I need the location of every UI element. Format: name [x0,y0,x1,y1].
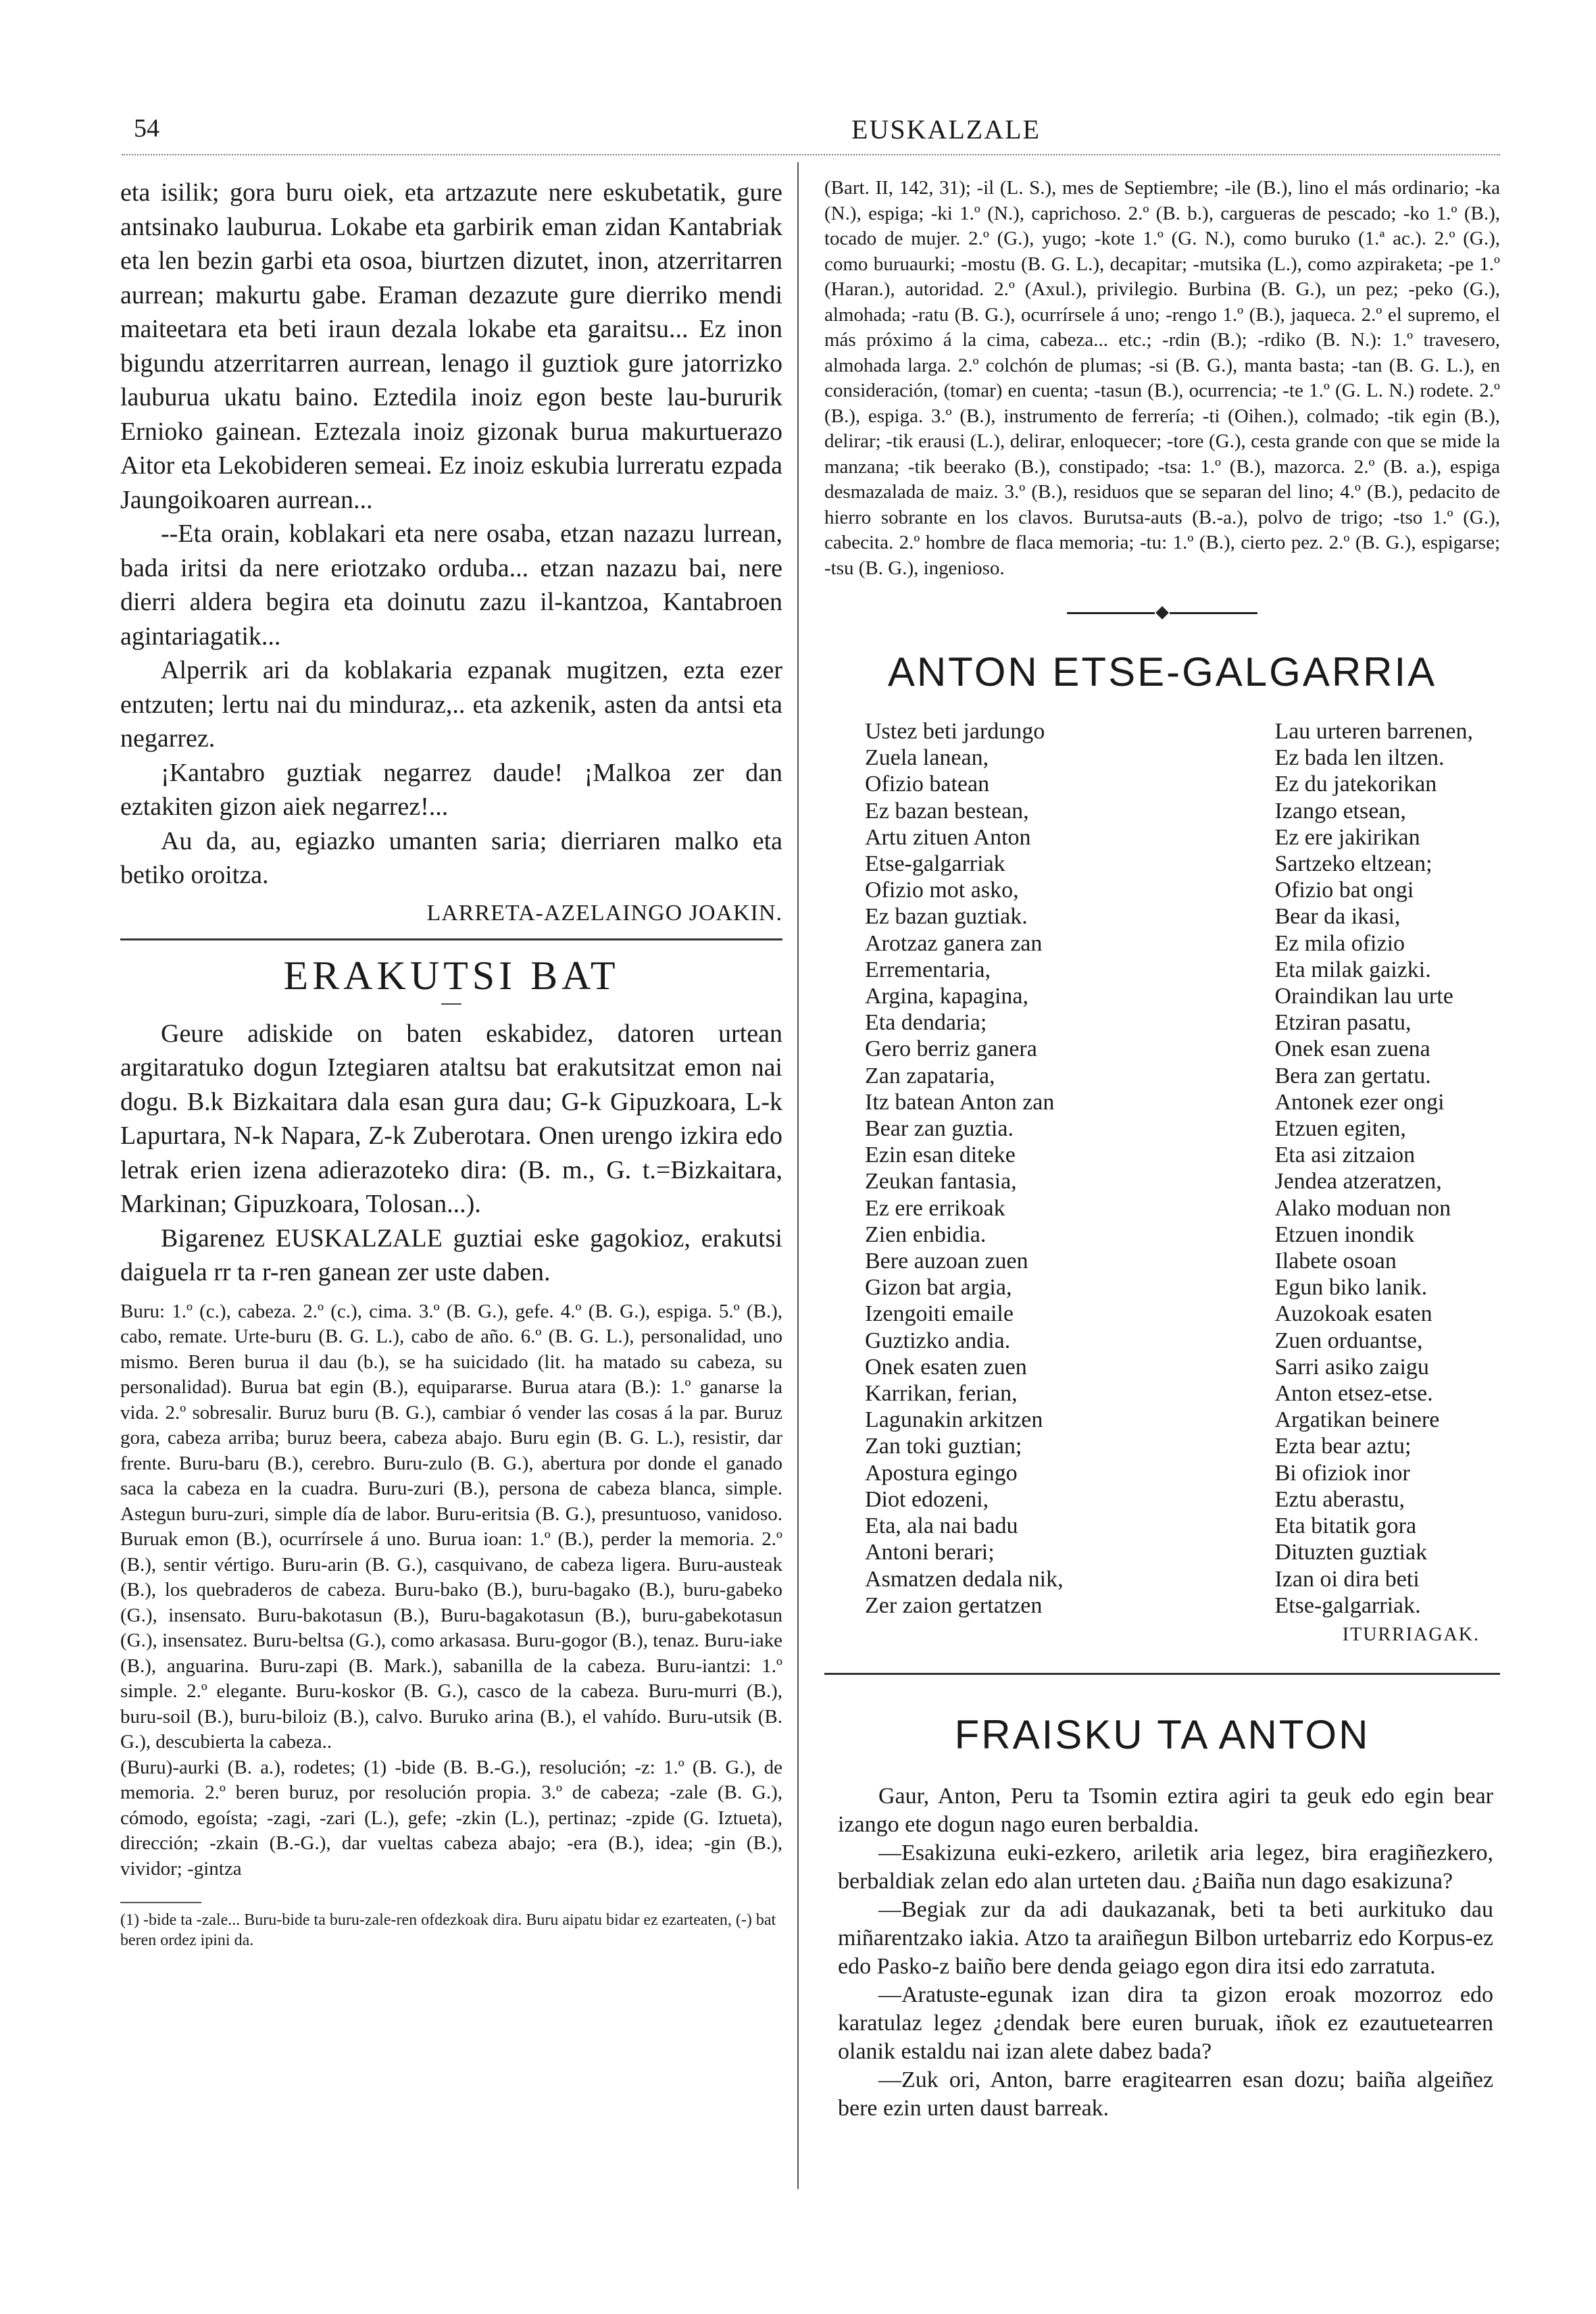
paragraph: —Begiak zur da adi daukazanak, beti ta beti aurkituko dau miñarentzako iakia. Atzo ta araiñegun Bilbon urtebarriz edo Korpus-ez edo Pasko-z baiño bere denda geiago egon dira itsi edo zarratuta. [838,1896,1493,1979]
poem-line: Bear zan guztia. [865,1116,1014,1142]
poem-line: Gero berriz ganera [865,1036,1037,1062]
dictionary-entry: (Bart. II, 142, 31); -il (L. S.), mes de Septiembre; -ile (B.), lino el más ordinario; -ka (N.), espiga; -ki 1.º (N.), caprichoso. 2.º (B. b.), cargueras de pescado; -ko 1.º (B.), tocado de mujer. 2.º (G.), yugo; -kote 1.º (G. N.), como buruko (1.ª ac.). 2.º (G.), como buruaurki; -mostu (B. G. L.), decapitar; -mutsika (L.), como azpiraketa; -pe 1.º (Haran.), autoridad. 2.º (Axul.), privilegio. Burbina (B. G.), un pez; -peko (G.), almohada; -ratu (B. G.), ocurrírsele á uno; -rengo 1.º (B.), jaqueca. 2.º el supremo, el más próximo á la cima, cabeza... etc.; -rdin (B.); -rdiko (B. N.): 1.º travesero, almohada larga. 2.º colchón de plumas; -si (B. G.), manta basta; -tan (B. G. L.), en consideración, (tomar) en cuenta; -tasun (B.), ocurrencia; -te 1.º (G. L. N.) rodete. 2.º (B.), espiga. 3.º (B.), instrumento de ferrería; -ti (Oihen.), colmado; -tik egin (B.), delirar; -tik erausi (L.), delirar, enloquecer; -tore (G.), cesta grande con que se mide la manzana; -tik beerako (B.), constipado; -tsa: 1.º (B.), mazorca. 2.º (B. a.), espiga desmazalada de maiz. 3.º (B.), residuos que se separan del lino; 4.º (B.), pedacito de hierro sobrante en los clavos. Burutsa-auts (B.-a.), polvo de trigo; -tso 1.º (G.), cabecita. 2.º hombre de flaca memoria; -tu: 1.º (B.), cierto pez. 2.º (B. G.), espigarse; -tsu (B. G.), ingenioso. [824,177,1500,579]
paragraph: Alperrik ari da koblakaria ezpanak mugitzen, ezta ezer entzuten; lertu nai du minduraz,.. eta azkenik, asten da antsi eta negarrez. [120,656,782,753]
poem-line: Zan toki guztian; [865,1434,1022,1459]
poem-line: Ofizio bat ongi [1274,878,1414,903]
poem-line: Eta milak gaizki. [1274,957,1431,982]
paragraph: eta isilik; gora buru oiek, eta artzazute nere eskubetatik, gure antsinako lauburua. Lokabe eta garbirik eman zidan Kantabriak eta len bezin garbi eta osoa, biurtzen dizutet, inon, atzerritarren aurrean; makurtu gabe. Eraman dezazute gure dierriko mendi maiteetara eta beti iraun dezala lokabe eta garaitsu... Ez inon bigundu atzerritarren aurrean, lenago il guztiok gure jatorrizko lauburua ukatu baino. Eztedila inoiz egon beste lau-bururik Ernioko gainean. Eztezala inoiz gizonak burua makurtuerazo Aitor eta Lekobideren semeai. Ez inoiz eskubia lurreratu ezpada Jaungoikoaren aurrean... [120,178,782,514]
poem-line: Ez ere errikoak [865,1195,1005,1221]
header-rule [122,154,1500,155]
section-body [120,1017,782,1290]
poem-line: Izango etsean, [1274,798,1406,824]
ornament-divider [824,608,1500,618]
poem-line: Itz batean Anton zan [865,1089,1055,1115]
poem-line: Eta bitatik gora [1274,1513,1417,1539]
poem-line: Oraindikan lau urte [1274,984,1453,1009]
dictionary-entries [120,1299,782,1882]
poem-line: Ez du jatekorikan [1274,772,1437,797]
poem-line: Artu zituen Anton [865,824,1031,850]
poem-line: Bear da ikasi, [1274,904,1401,930]
poem-line: Zuela lanean, [865,745,989,771]
poem-line: Ofizio mot asko, [865,878,1019,903]
section-rule [120,938,782,940]
paragraph: —Aratuste-egunak izan dira ta gizon eroak mozorroz edo karatulaz legez ¿dendak bere euren buruak, iñok ez ezautuetearren olanik estaldu nai izan alete dabez bada? [838,1982,1493,2064]
poem-line: Ezta bear aztu; [1274,1434,1412,1459]
poem-line: Sarri asiko zaigu [1274,1354,1429,1380]
poem-line: Zer zaion gertatzen [865,1592,1043,1618]
dialogue-body [838,1782,1493,2123]
poem-line: Ofizio batean [865,772,990,797]
paragraph: —Esakizuna euki-ezkero, ariletik aria legez, bira eragiñezkero, berbaldiak zelan edo alan urteten dau. ¿Baiña nun dago esakizuna? [838,1840,1493,1894]
poem-line: Etziran pasatu, [1274,1010,1412,1036]
poem-line: Argatikan beinere [1274,1407,1440,1433]
poem-line: Karrikan, ferian, [865,1381,1018,1407]
poem-line: Onek esan zuena [1274,1036,1430,1062]
dictionary-continuation [824,176,1500,581]
poem-line: Ez bazan guztiak. [865,904,1028,930]
poem-line: Eta dendaria; [865,1010,987,1036]
poem-author: ITURRIAGAK. [1342,1624,1480,1645]
poem-line: Bera zan gertatu. [1274,1063,1431,1088]
poem-line: Arotzaz ganera zan [865,930,1043,956]
poem-line: Eta, ala nai badu [865,1513,1018,1539]
running-title: EUSKALZALE [851,114,1041,145]
right-column [824,176,1500,2123]
paragraph: Au da, au, egiazko umanten saria; dierriaren malko eta betiko oroitza. [120,826,782,889]
poem-line: Zuen orduantse, [1274,1328,1423,1353]
poem-line: Zien enbidia. [865,1222,987,1247]
poem-line: Zeukan fantasia, [865,1169,1017,1194]
section-title: ERAKUTSI BAT [283,953,620,998]
poem-line: Asmatzen dedala nik, [865,1566,1064,1592]
poem-line: Guztizko andia. [865,1328,1011,1353]
poem-line: Jendea atzeratzen, [1274,1169,1442,1194]
footnote-rule [120,1902,201,1903]
poem-line: Izan oi dira beti [1274,1566,1420,1592]
poem-line: Antoni berari; [865,1540,995,1565]
poem-line: Etzuen egiten, [1274,1116,1406,1142]
poem-line: Sartzeko eltzean; [1274,851,1432,877]
poem-line: Anton etsez-etse. [1274,1381,1433,1407]
paragraph: Bigarenez EUSKALZALE guztiai eske gagokioz, erakutsi daiguela rr ta r-ren ganean zer uste daben. [120,1224,782,1286]
poem-line: Bi ofiziok inor [1274,1460,1410,1486]
dictionary-entry: (Buru)-aurki (B. a.), rodetes; (1) -bide (B. B.-G.), resolución; -z: 1.º (B. G.), de memoria. 2.º beren buruz, por resolución propia. 3.º de cabeza; -zale (B. G.), cómodo, egoísta; -zagi, -zari (L.), gefe; -zkin (L.), pertinaz; -zpide (G. Iztueta), dirección; -zkain (B.-G.), dar vueltas cabeza abajo; -era (B.), idea; -gin (B.), vividor; -gintza [120,1756,782,1880]
poem-line: Alako moduan non [1274,1195,1451,1221]
poem-line: Lagunakin arkitzen [865,1407,1043,1433]
poem-title: ANTON ETSE-GALGARRIA [887,649,1437,695]
section-rule [824,1673,1500,1675]
poem-line: Etzuen inondik [1274,1222,1415,1247]
poem-line: Onek esaten zuen [865,1354,1027,1380]
poem-column-left [865,718,1064,1619]
poem-line: Bere auzoan zuen [865,1249,1028,1274]
poem-line: Ilabete osoan [1274,1249,1397,1274]
poem-line: Etse-galgarriak. [1274,1592,1421,1618]
poem-line: Antonek ezer ongi [1274,1089,1445,1115]
poem-column-right [1274,718,1473,1619]
paragraph: ¡Kantabro guztiak negarrez daude! ¡Malkoa zer dan eztakiten gizon aiek negarrez!... [120,758,782,821]
dialogue-title: FRAISKU TA ANTON [954,1711,1370,1757]
page-number: 54 [134,114,159,143]
poem-line: Ez bada len iltzen. [1274,745,1445,771]
footnote: (1) -bide ta -zale... Buru-bide ta buru-zale-ren ofdezkoak dira. Buru aipatu bidar ez ezarteaten, (-) bat beren ordez ipini da. [120,1911,776,1949]
paragraph: Geure adiskide on baten eskabidez, datoren urtean argitaratuko dogun Iztegiaren ataltsu bat erakutsitzat emon nai dogu. B.k Bizkaitara dala esan gura dau; G-k Gipuzkoara, L-k Lapurtara, N-k Napara, Z-k Zuberotara. Onen urengo izkira edo letrak erien izena adierazoteko dira: (B. m., G. t.=Bizkaitara, Markinan; Gipuzkoara, Tolosan...). [120,1019,782,1218]
signature: LARRETA-AZELAINGO JOAKIN. [426,900,782,926]
poem-line: Eztu aberastu, [1274,1486,1405,1512]
poem-line: Izengoiti emaile [865,1301,1014,1327]
poem-line: Argina, kapagina, [865,984,1029,1009]
poem [865,718,1473,1619]
poem-line: Zan zapataria, [865,1063,995,1088]
dictionary-entry: Buru: 1.º (c.), cabeza. 2.º (c.), cima. 3.º (B. G.), gefe. 4.º (B. G.), espiga. 5.º (B.), cabo, remate. Urte-buru (B. G. L.), cabo de año. 6.º (B. G. L.), personalidad, uno mismo. Beren burua il dau (b.), se ha suicidado (lit. ha matado su cabeza, su personalidad). Burua bat egin (B.), equipararse. Burua atara (B.): 1.º ganarse la vida. 2.º sobresalir. Buruz buru (B. G.), cambiar ó vender las cosas á la par. Buruz gora, cabeza arriba; buruz beera, cabeza abajo. Buru egin (B. G. L.), resistir, dar frente. Buru-baru (B.), cerebro. Buru-zulo (B. G.), abertura por donde el ganado saca la cabeza en la cuadra. Buru-zuri (B.), persona de cabeza blanca, simple. Astegun buru-zuri, simple día de labor. Buru-eritsia (B. G.), presuntuoso, vanidoso. Buruak emon (B.), ocurrírsele á uno. Burua ioan: 1.º (B.), perder la memoria. 2.º (B.), sentir vértigo. Buru-arin (B. G.), casquivano, de cabeza ligera. Buru-austeak (B.), los quebraderos de cabeza. Buru-bako (B.), buru-bagako (B.), buru-gabeko (G.), insensato. Buru-bakotasun (B.), Buru-bagakotasun (B.), buru-gabekotasun (G.), insensatez. Buru-beltsa (G.), como arkasasa. Buru-gogor (B.), tenaz. Buru-iake (B.), anguarina. Buru-zapi (B. Mark.), sabanilla de la cabeza. Buru-iantzi: 1.º simple. 2.º elegante. Buru-koskor (B. G.), casco de la cabeza. Buru-murri (B.), buru-soil (B.), buru-biloiz (B.), calvo. Buruko arina (B.), el vahído. Buru-utsik (B. G.), descubierta la cabeza.. [120,1300,782,1753]
poem-line: Ustez beti jardungo [865,719,1045,744]
poem-line: Ez ere jakirikan [1274,824,1420,850]
poem-line: Etse-galgarriak [865,851,1005,877]
poem-line: Errementaria, [865,957,991,982]
poem-line: Apostura egingo [865,1460,1018,1486]
poem-line: Gizon bat argia, [865,1275,1012,1301]
poem-line: Eta asi zitzaion [1274,1142,1416,1168]
left-column [120,176,782,1951]
column-divider [797,162,799,2189]
poem-line: Auzokoak esaten [1274,1301,1432,1327]
paragraph: --Eta orain, koblakari eta nere osaba, etzan nazazu lurrean, bada iritsi da nere eriotzako orduba... etzan nazazu bai, nere dierri aldera begira eta doinutu zazu il-kantzoa, Kantabroen agintariagatik... [120,520,782,651]
paragraph: Gaur, Anton, Peru ta Tsomin eztira agiri ta geuk edo egin bear izango ete dogun nago euren berbaldia. [838,1783,1493,1837]
poem-line: Diot edozeni, [865,1486,989,1512]
poem-line: Ezin esan diteke [865,1142,1016,1168]
poem-line: Ez mila ofizio [1274,930,1405,956]
poem-line: Egun biko lanik. [1274,1275,1428,1301]
poem-line: Dituzten guztiak [1274,1540,1428,1565]
paragraph: —Zuk ori, Anton, barre eragitearren esan dozu; baiña algeiñez bere ezin urten daust barreak. [838,2067,1493,2121]
story-end [120,176,782,892]
poem-line: Ez bazan bestean, [865,798,1029,824]
poem-line: Lau urteren barrenen, [1274,719,1473,744]
title-dash [441,1003,462,1005]
